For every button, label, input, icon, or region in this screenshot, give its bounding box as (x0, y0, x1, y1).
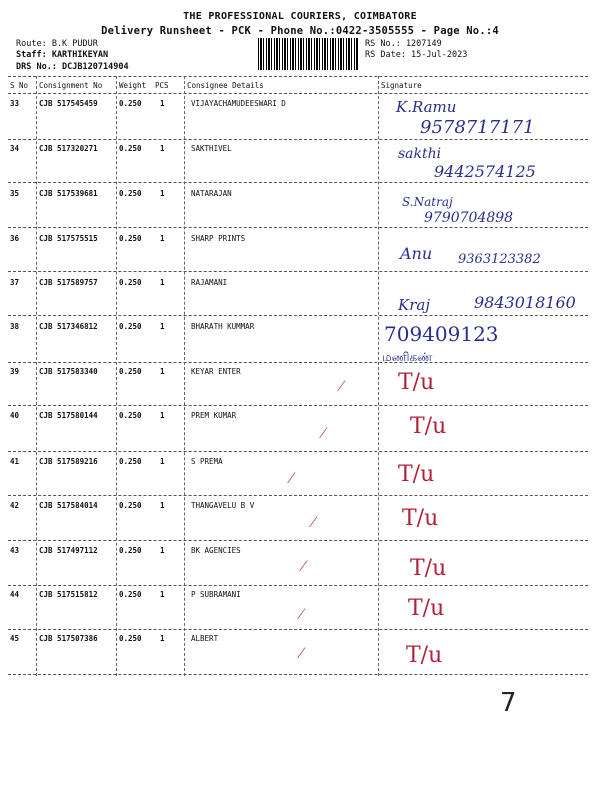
row-weight: 0.250 (119, 634, 142, 643)
row-weight: 0.250 (119, 367, 142, 376)
row-weight: 0.250 (119, 144, 142, 153)
header-top-rule (8, 76, 588, 77)
row-weight: 0.250 (119, 411, 142, 420)
row-consignment-no: CJB 517584014 (39, 501, 98, 510)
row-pcs: 1 (160, 457, 165, 466)
row-sno: 35 (10, 189, 20, 198)
row-sno: 39 (10, 367, 20, 376)
tick-mark: ⁄ (290, 468, 293, 487)
row-signature: sakthi (398, 146, 442, 162)
row-signature: T/u (406, 643, 443, 668)
row-phone: 9442574125 (434, 162, 536, 181)
col-header-pcs: PCS (155, 81, 169, 90)
row-weight: 0.250 (119, 234, 142, 243)
row-sno: 41 (10, 457, 20, 466)
row-weight: 0.250 (119, 457, 142, 466)
row-pcs: 1 (160, 634, 165, 643)
row-divider (8, 182, 588, 183)
row-sno: 38 (10, 322, 20, 331)
row-divider (8, 405, 588, 406)
row-consignment-no: CJB 517589216 (39, 457, 98, 466)
tick-mark: ⁄ (322, 423, 325, 442)
row-consignment-no: CJB 517575515 (39, 234, 98, 243)
row-weight: 0.250 (119, 189, 142, 198)
row-sno: 40 (10, 411, 20, 420)
row-divider (8, 139, 588, 140)
row-consignee: BHARATH KUMMAR (191, 322, 255, 331)
row-pcs: 1 (160, 546, 165, 555)
row-sno: 42 (10, 501, 20, 510)
row-pcs: 1 (160, 234, 165, 243)
row-consignment-no: CJB 517515812 (39, 590, 98, 599)
row-sno: 33 (10, 99, 20, 108)
row-consignee: VIJAYACHAMUDEESWARI D (191, 99, 286, 108)
row-sno: 37 (10, 278, 20, 287)
staff-label: Staff: KARTHIKEYAN (16, 50, 109, 60)
row-sno: 36 (10, 234, 20, 243)
row-signature: T/u (402, 506, 439, 531)
tick-mark: ⁄ (340, 376, 343, 395)
row-weight: 0.250 (119, 322, 142, 331)
row-consignee: P SUBRAMANI (191, 590, 241, 599)
drs-label: DRS No.: DCJB120714904 (16, 62, 129, 72)
row-consignment-no: CJB 517507386 (39, 634, 98, 643)
column-divider (378, 76, 379, 676)
row-consignment-no: CJB 517346812 (39, 322, 98, 331)
row-phone: 9363123382 (458, 252, 541, 267)
row-consignee: KEYAR ENTER (191, 367, 241, 376)
row-signature: Anu (400, 244, 433, 263)
row-consignment-no: CJB 517583340 (39, 367, 98, 376)
row-signature: T/u (408, 596, 445, 621)
row-weight: 0.250 (119, 278, 142, 287)
row-signature: T/u (398, 462, 435, 487)
row-pcs: 1 (160, 367, 165, 376)
row-consignment-no: CJB 517497112 (39, 546, 98, 555)
row-consignee: THANGAVELU B V (191, 501, 255, 510)
column-divider (116, 76, 117, 676)
col-header-consignee: Consignee Details (187, 81, 264, 90)
row-consignment-no: CJB 517320271 (39, 144, 98, 153)
row-sno: 44 (10, 590, 20, 599)
row-consignee: ALBERT (191, 634, 219, 643)
row-divider (8, 674, 588, 675)
row-divider (8, 540, 588, 541)
tick-mark: ⁄ (300, 643, 303, 662)
row-phone: 709409123 (384, 322, 499, 346)
row-pcs: 1 (160, 322, 165, 331)
tick-mark: ⁄ (312, 512, 315, 531)
row-sno: 34 (10, 144, 20, 153)
row-pcs: 1 (160, 189, 165, 198)
row-sno: 43 (10, 546, 20, 555)
row-consignee: NATARAJAN (191, 189, 232, 198)
row-pcs: 1 (160, 411, 165, 420)
row-signature: K.Ramu (396, 98, 457, 116)
row-divider (8, 315, 588, 316)
handwritten-page-number: 7 (500, 688, 517, 718)
row-pcs: 1 (160, 590, 165, 599)
runsheet-subtitle: Delivery Runsheet - PCK - Phone No.:0422-3505555 - Page No.:4 (101, 25, 499, 37)
header-bottom-rule (8, 93, 588, 94)
row-consignment-no: CJB 517580144 (39, 411, 98, 420)
row-signature: S.Natraj (402, 195, 453, 209)
row-divider (8, 629, 588, 630)
rs-number: RS No.: 1207149 (365, 39, 442, 49)
row-divider (8, 495, 588, 496)
row-consignee: SAKTHIVEL (191, 144, 232, 153)
row-phone: 9843018160 (474, 293, 576, 312)
row-consignment-no: CJB 517539681 (39, 189, 98, 198)
row-signature: T/u (410, 414, 447, 439)
row-signature: Kraj (398, 296, 430, 314)
row-consignee: BK AGENCIES (191, 546, 241, 555)
col-header-sno: S No (10, 81, 29, 90)
row-signature: மணிகண் (382, 350, 433, 364)
row-divider (8, 585, 588, 586)
column-divider (184, 76, 185, 676)
col-header-consignment: Consignment No (39, 81, 103, 90)
col-header-signature: Signature (381, 81, 422, 90)
row-pcs: 1 (160, 278, 165, 287)
row-divider (8, 451, 588, 452)
row-weight: 0.250 (119, 501, 142, 510)
route-label: Route: B.K PUDUR (16, 39, 98, 49)
row-divider (8, 271, 588, 272)
tick-mark: ⁄ (302, 556, 305, 575)
rs-date: RS Date: 15-Jul-2023 (365, 50, 468, 60)
row-pcs: 1 (160, 99, 165, 108)
row-pcs: 1 (160, 144, 165, 153)
row-phone: 9790704898 (424, 210, 514, 226)
company-title: THE PROFESSIONAL COURIERS, COIMBATORE (183, 11, 417, 22)
row-consignee: SHARP PRINTS (191, 234, 246, 243)
row-sno: 45 (10, 634, 20, 643)
row-signature: T/u (410, 556, 447, 581)
row-phone: 9578717171 (420, 117, 535, 138)
row-weight: 0.250 (119, 590, 142, 599)
row-divider (8, 362, 588, 363)
row-signature: T/u (398, 370, 435, 395)
col-header-weight: Weight (119, 81, 147, 90)
row-weight: 0.250 (119, 99, 142, 108)
row-consignee: PREM KUMAR (191, 411, 237, 420)
row-divider (8, 227, 588, 228)
row-consignment-no: CJB 517589757 (39, 278, 98, 287)
row-weight: 0.250 (119, 546, 142, 555)
column-divider (36, 76, 37, 676)
row-pcs: 1 (160, 501, 165, 510)
row-consignee: S PREMA (191, 457, 223, 466)
barcode (258, 38, 358, 70)
row-consignee: RAJAMANI (191, 278, 228, 287)
tick-mark: ⁄ (300, 604, 303, 623)
row-consignment-no: CJB 517545459 (39, 99, 98, 108)
